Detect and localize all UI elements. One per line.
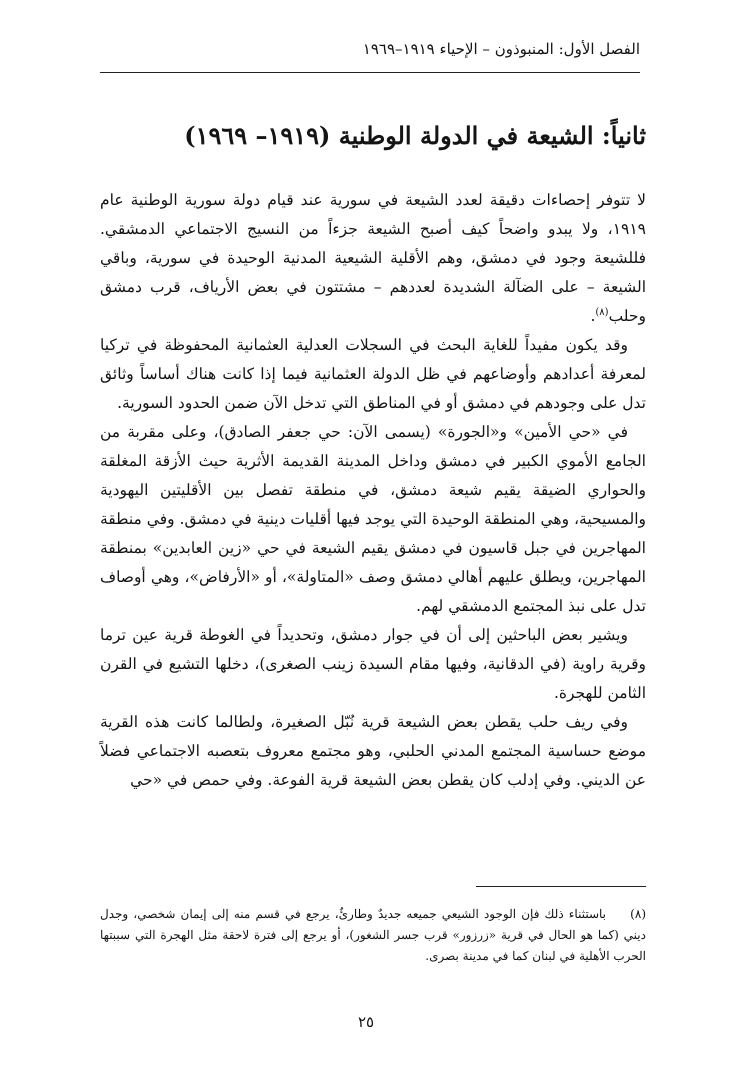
page-number: ٢٥ — [357, 1013, 375, 1031]
footnote-number: (٨) — [630, 907, 646, 921]
paragraph-5: وفي ريف حلب يقطن بعض الشيعة قرية نُبّل الصغيرة، ولطالما كانت هذه القرية موضع حساسية المجتمع المدني الحلبي، وهو مجتمع معروف بتعصبه الاجتماعي فضلاً عن الديني. وفي إدلب كان يقطن بعض الشيعة قرية الفوعة. وفي حمص في «حي — [100, 713, 646, 789]
footnote-reference[interactable]: (٨) — [595, 306, 609, 318]
footnote-rule — [476, 886, 646, 887]
paragraph-1 — [100, 186, 646, 331]
running-head: الفصل الأول: المنبوذون – الإحياء ١٩١٩–١٩٦٩ — [362, 40, 640, 58]
paragraph-4: ويشير بعض الباحثين إلى أن في جوار دمشق، وتحديداً في الغوطة قرية عين ترما وقرية راوية (في الدقانية، وفيها مقام السيدة زينب الصغرى)، دخلها التشيع في القرن الثامن للهجرة. — [100, 626, 646, 702]
footnote-text: باستثناء ذلك فإن الوجود الشيعي جميعه جديدٌ وطارئٌ، يرجع في قسم منه إلى إيمان شخصي، وجدل ديني (كما هو الحال في قرية «زرزور» قرب جسر الشغور)، أو يرجع إلى فترة لاحقة مثل الهجرة التي سببتها الحرب الأهلية في لبنان كما في مدينة بصرى. — [100, 907, 646, 963]
section-title: ثانياً: الشيعة في الدولة الوطنية (١٩١٩– ١٩٦٩) — [184, 121, 646, 150]
footnote — [100, 904, 646, 967]
body-text — [100, 186, 646, 795]
header-rule — [100, 72, 640, 73]
paragraph-2: وقد يكون مفيداً للغاية البحث في السجلات العدلية العثمانية المحفوظة في تركيا لمعرفة أعدادهم وأوضاعهم في ظل الدولة العثمانية فيما إذا كانت هناك أساساً وثائق تدل على وجودهم في دمشق أو في المناطق التي تدخل الآن ضمن الحدود السورية. — [100, 336, 646, 412]
paragraph-1-text: لا تتوفر إحصاءات دقيقة لعدد الشيعة في سورية عند قيام دولة سورية الوطنية عام ١٩١٩، ولا يبدو واضحاً كيف أصبح الشيعة جزءاً من النسيج الاجتماعي الدمشقي. فللشيعة وجود في دمشق، وهم الأقلية الشيعية المدنية الوحيدة في سورية، وباقي الشيعة – على الضآلة الشديدة لعددهم – مشتتون في بعض الأرياف، قرب دمشق وحلب — [100, 191, 646, 325]
paragraph-1-end: . — [590, 307, 596, 325]
paragraph-3: في «حي الأمين» و«الجورة» (يسمى الآن: حي جعفر الصادق)، وعلى مقربة من الجامع الأموي الكبير في دمشق وداخل المدينة القديمة الأثرية حيث الأزقة المغلقة والحواري الضيقة يقيم شيعة دمشق، في منطقة تفصل بين الأقليتين اليهودية والمسيحية، وهي المنطقة الوحيدة التي يوجد فيها أقليات دينية في دمشق. وفي منطقة المهاجرين في جبل قاسيون في دمشق يقيم الشيعة في حي «زين العابدين» بمنطقة المهاجرين، ويطلق عليهم أهالي دمشق وصف «المتاولة»، أو «الأرفاض»، وهي أوصاف تدل على نبذ المجتمع الدمشقي لهم. — [100, 423, 646, 615]
